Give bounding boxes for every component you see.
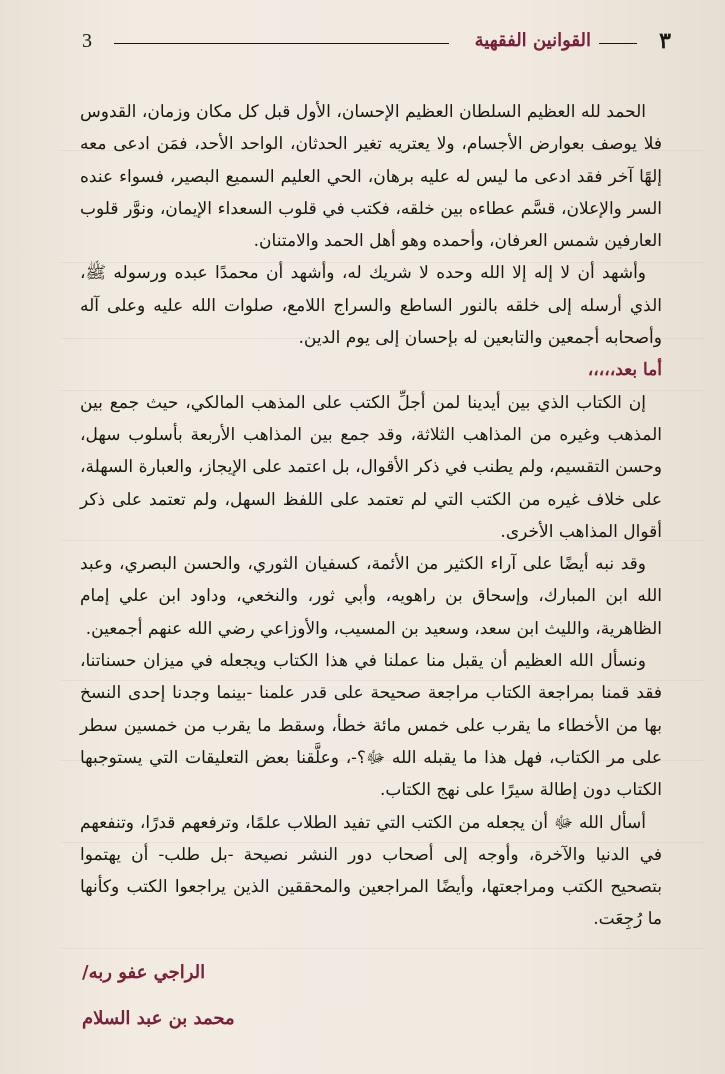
running-header — [82, 28, 671, 62]
paragraph-review: ونسأل الله العظيم أن يقبل منا عملنا في هذا الكتاب ويجعله في ميزان حسناتنا، فقد قمنا بمراجعة الكتاب مراجعة صحيحة على قدر علمنا -بينما وجدنا إحدى النسخ بها من الأخطاء ما يقرب على خمس مائة خطأ، وسقط ما يقرب من خمسين سطر على مر الكتاب، فهل هذا ما يقبله الله ﷻ؟-، وعلَّقنا بعض التعليقات التي يستوجبها الكتاب دون إطالة سيرًا على نهج الكتاب. — [80, 651, 662, 801]
paragraph-shahada: وأشهد أن لا إله إلا الله وحده لا شريك له، وأشهد أن محمدًا عبده ورسوله ﷺ، الذي أرسله إلى خلقه بالنور الساطع والسراج اللامع، صلوات الله عليه وعلى آله وأصحابه أجمعين والتابعين له بإحسان إلى يوم الدين. — [80, 263, 662, 349]
amma-baad-heading: أما بعد،،،،، — [587, 360, 662, 381]
paragraph-prayer: أسأل الله ﷻ أن يجعله من الكتب التي تفيد الطلاب علمًا، وترفعهم قدرًا، وتنفعهم في الدنيا والآخرة، وأوجه إلى أصحاب دور النشر نصيحة -بل طلب- أن يهتموا بتصحيح الكتب ومراجعتها، وأيضًا المراجعين والمحققين الذين يراجعوا الكتب وكأنها ما رُجِعَت. — [80, 812, 662, 930]
running-title: القوانين الفقهية — [474, 30, 591, 51]
header-rule-right — [599, 43, 637, 44]
page-number-arabic: ٣ — [659, 28, 671, 54]
page-number-latin: 3 — [82, 30, 92, 52]
paragraph-imams: وقد نبه أيضًا على آراء الكثير من الأئمة، كسفيان الثوري، والحسن البصري، وعبد الله ابن المبارك، وإسحاق بن راهويه، وأبي ثور، والنخعي، وداود ابن علي إمام الظاهرية، والليث ابن سعد، وسعيد بن المسيب، والأوزاعي رضي الله عنهم أجمعين. — [80, 554, 662, 639]
header-rule-left — [114, 43, 449, 44]
signature-line-1: الراجي عفو ربه/ — [82, 962, 206, 983]
paragraph-about-book: إن الكتاب الذي بين أيدينا لمن أجلِّ الكتب على المذهب المالكي، حيث جمع بين المذهب وغيره من المذاهب الثلاثة، وقد جمع بين المذاهب الأربعة بأسلوب سهل، وحسن التقسيم، ولم يطنب في ذكر الأقوال، بل اعتمد على الإيجاز، والعبارة السهلة، على خلاف غيره من الكتب التي لم تعتمد على اللفظ السهل، ولم تعتمد على ذكر أقوال المذاهب الأخرى. — [80, 392, 662, 542]
body-text — [80, 96, 662, 936]
paragraph-praise: الحمد لله العظيم السلطان العظيم الإحسان، الأول قبل كل مكان وزمان، القدوس فلا يوصف بعوارض الأجسام، ولا يعتريه تغير الحدثان، الواحد الأحد، فمَن ادعى معه إلهًا آخر فقد ادعى ما ليس له عليه برهان، الحي العليم السميع البصير، فسواء عنده السر والإعلان، قسَّم عطاءه بين خلقه، فكتب في قلوب السعداء الإيمان، ونوَّر قلوب العارفين شمس العرفان، وأحمده وهو أهل الحمد والامتنان. — [80, 102, 662, 252]
signature-author-name: محمد بن عبد السلام — [82, 1008, 235, 1029]
